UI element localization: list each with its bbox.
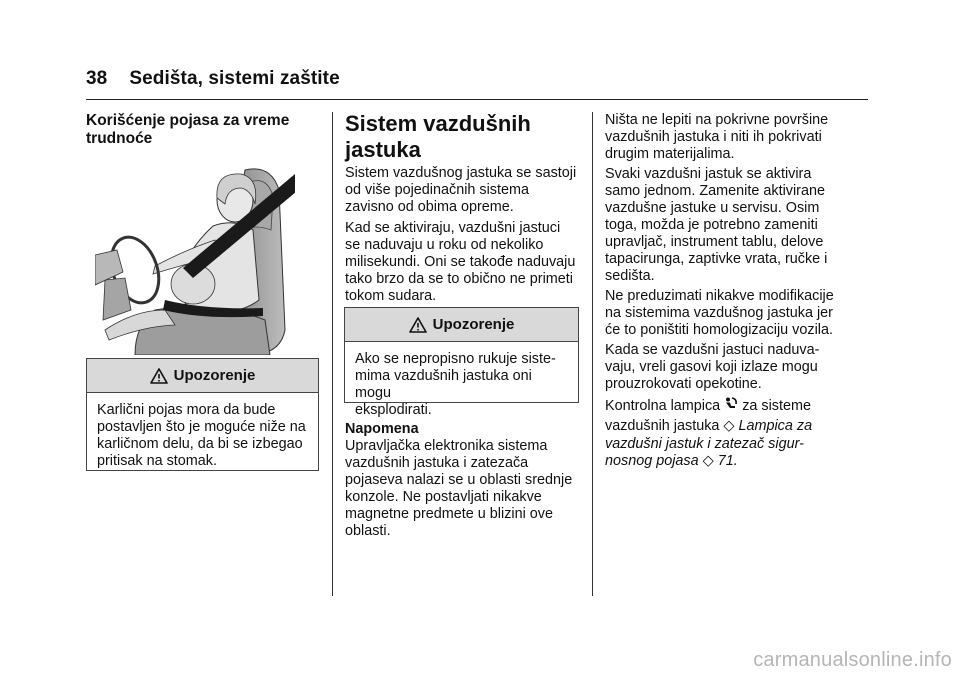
page-reference-icon: ◇ xyxy=(702,453,714,469)
cross-reference-link[interactable]: vazdušni jastuk i zatezač sigur- xyxy=(605,436,804,452)
text-line: eksplodirati. xyxy=(355,402,432,418)
warning-text xyxy=(345,342,578,429)
text-line: Ako se nepropisno rukuje siste- xyxy=(355,351,556,367)
text-line: Sistem vazdušnog jastuka se sastoji xyxy=(345,165,577,181)
text-line: karličnom delu, da bi se izbegao xyxy=(97,436,303,452)
page-reference-number[interactable]: 71. xyxy=(717,453,738,469)
warning-header xyxy=(87,359,318,393)
section-title: Sedišta, sistemi zaštite xyxy=(129,68,340,89)
text-segment: Kontrolna lampica xyxy=(605,398,721,414)
text-line: prouzrokovati opekotine. xyxy=(605,376,762,392)
watermark: carmanualsonline.info xyxy=(753,649,952,671)
heading-line: trudnoće xyxy=(86,130,153,147)
text-line: drugim materijalima. xyxy=(605,146,735,162)
airbag-warning-icon xyxy=(724,397,738,411)
col3-paragraph-1 xyxy=(605,112,855,163)
airbag-paragraph-2 xyxy=(345,220,585,305)
page-header xyxy=(86,68,340,90)
pregnant-driver-illustration xyxy=(95,160,295,355)
cross-reference-link[interactable]: Lampica za xyxy=(738,418,813,434)
warning-title: Upozorenje xyxy=(173,367,256,384)
text-line: vaju, vreli gasovi koji izlaze mogu xyxy=(605,359,818,375)
text-line: vazdušne jastuke u servisu. Osim xyxy=(605,200,820,216)
page-number: 38 xyxy=(86,68,108,89)
column-divider-1 xyxy=(332,112,333,596)
col3-paragraph-3 xyxy=(605,288,855,339)
text-line: postavljen što je moguće niže na xyxy=(97,419,306,435)
text-line xyxy=(605,416,855,436)
text-line: Upravljačka elektronika sistema xyxy=(345,438,548,454)
warning-triangle-icon xyxy=(150,368,168,384)
warning-box-2 xyxy=(344,307,579,418)
cross-reference-link[interactable]: nosnog pojasa xyxy=(605,453,699,469)
airbag-heading xyxy=(345,111,585,163)
text-line: na sistemima vazdušnog jastuka jer xyxy=(605,305,833,321)
header-rule xyxy=(86,99,868,100)
text-line: Svaki vazdušni jastuk se aktivira xyxy=(605,166,812,182)
text-line: milisekundi. Oni se takođe naduvaju xyxy=(345,254,576,270)
text-line: upravljač, instrument tablu, delove xyxy=(605,234,824,250)
text-line xyxy=(605,453,855,470)
note-title: Napomena xyxy=(345,421,419,437)
text-line: magnetne predmete u blizini ove xyxy=(345,506,553,522)
column-divider-2 xyxy=(592,112,593,596)
warning-title: Upozorenje xyxy=(432,316,515,333)
text-line: Kad se aktiviraju, vazdušni jastuci xyxy=(345,220,561,236)
text-line: sedišta. xyxy=(605,268,655,284)
text-line: od više pojedinačnih sistema xyxy=(345,182,529,198)
text-line: pritisak na stomak. xyxy=(97,453,217,469)
text-line: tako brzo da se to obično ne primeti xyxy=(345,271,573,287)
text-line: tapacirunga, zaptivke vrata, ručke i xyxy=(605,251,828,267)
col3-paragraph-5 xyxy=(605,396,855,470)
heading-line: Korišćenje pojasa za vreme xyxy=(86,112,290,129)
col3-paragraph-2 xyxy=(605,166,855,285)
text-segment: vazdušnih jastuka xyxy=(605,418,720,434)
airbag-paragraph-1 xyxy=(345,165,585,216)
text-line: samo jednom. Zamenite aktivirane xyxy=(605,183,825,199)
text-line: se naduvaju u roku od nekoliko xyxy=(345,237,544,253)
pregnancy-heading xyxy=(86,112,326,148)
text-line: će to poništiti homologizaciju vozila. xyxy=(605,322,833,338)
heading-line: Sistem vazdušnih xyxy=(345,111,531,136)
text-line: vazdušnih jastuka i niti ih pokrivati xyxy=(605,129,822,145)
text-line: mima vazdušnih jastuka oni mogu xyxy=(355,368,532,401)
warning-header xyxy=(345,308,578,342)
col3-paragraph-4 xyxy=(605,342,855,393)
note-block xyxy=(345,421,585,540)
text-line: vazdušnih jastuka i zatezača xyxy=(345,455,529,471)
page-reference-icon: ◇ xyxy=(723,418,735,434)
warning-triangle-icon xyxy=(409,317,427,333)
warning-box-1 xyxy=(86,358,319,471)
text-segment: za sisteme xyxy=(742,398,811,414)
warning-text xyxy=(87,393,318,480)
text-line xyxy=(605,396,855,412)
text-line: konzole. Ne postavljati nikakve xyxy=(345,489,542,505)
text-line: tokom sudara. xyxy=(345,288,437,304)
text-line: oblasti. xyxy=(345,523,391,539)
text-line: pojaseva nalazi se u oblasti srednje xyxy=(345,472,573,488)
text-line: Ne preduzimati nikakve modifikacije xyxy=(605,288,834,304)
text-line: Karlični pojas mora da bude xyxy=(97,402,276,418)
heading-line: jastuka xyxy=(345,137,421,162)
text-line: Ništa ne lepiti na pokrivne površine xyxy=(605,112,829,128)
text-line: zavisno od obima opreme. xyxy=(345,199,514,215)
text-line: Kada se vazdušni jastuci naduva- xyxy=(605,342,820,358)
text-line: toga, možda je potrebno zameniti xyxy=(605,217,818,233)
